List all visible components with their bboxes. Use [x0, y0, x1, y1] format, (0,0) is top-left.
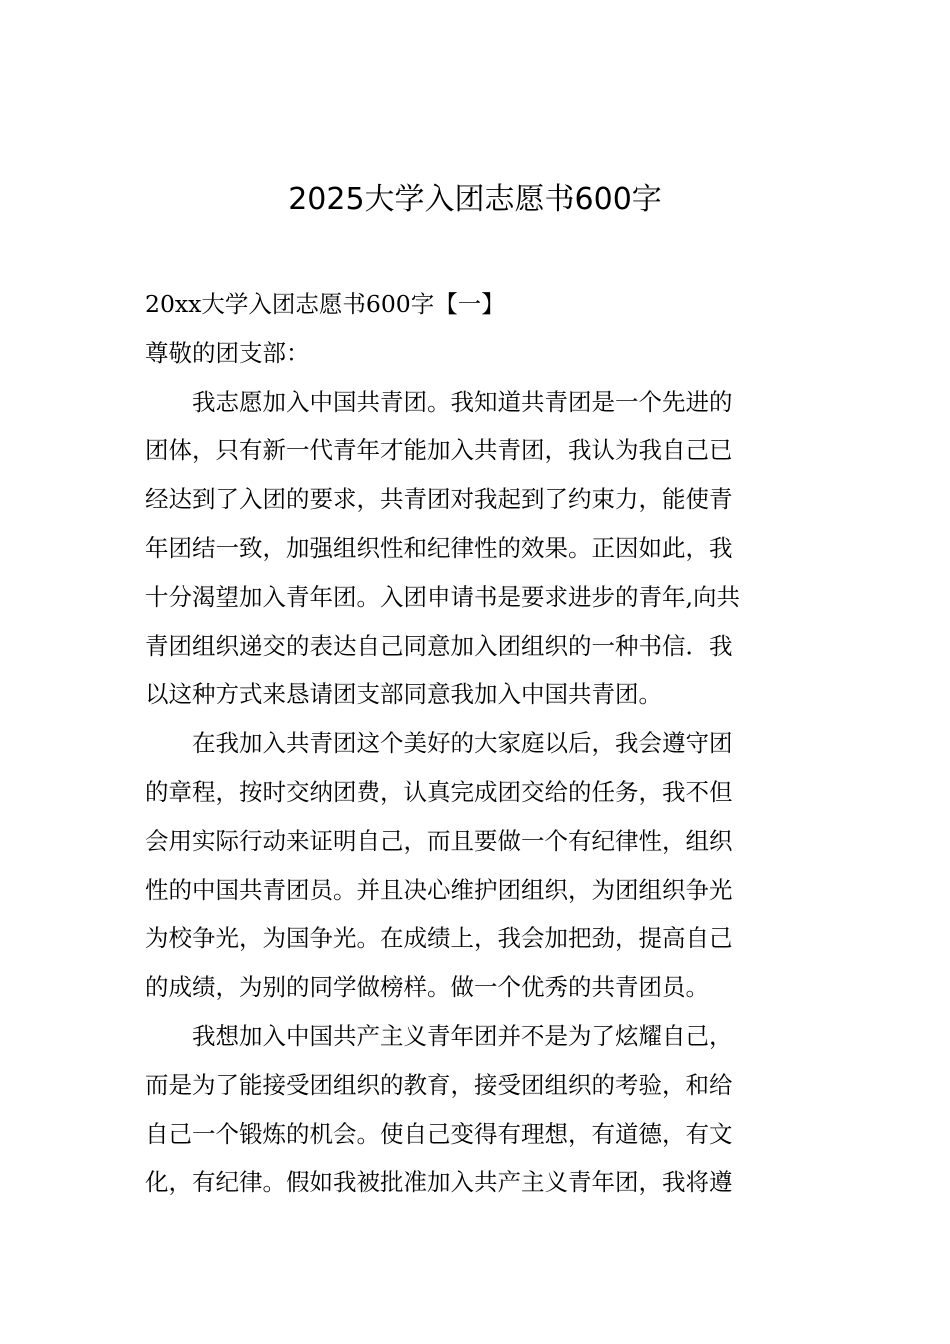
paragraph-3 [145, 1012, 809, 1207]
salutation: 尊敬的团支部： [145, 338, 310, 367]
paragraph-line: 在我加入共青团这个美好的大家庭以后，我会遵守团 [145, 729, 733, 758]
paragraph-line: 经达到了入团的要求，共青团对我起到了约束力，能使青 [145, 485, 733, 514]
paragraph-line: 会用实际行动来证明自己，而且要做一个有纪律性，组织 [145, 826, 733, 855]
paragraph-line: 以这种方式来恳请团支部同意我加入中国共青团。 [145, 680, 662, 709]
document-title: 2025大学入团志愿书600字 [288, 182, 662, 217]
paragraph-line: 年团结一致，加强组织性和纪律性的效果。正因如此，我 [145, 533, 733, 562]
paragraph-line: 化，有纪律。假如我被批准加入共产主义青年团，我将遵 [145, 1168, 733, 1197]
paragraph-2 [145, 719, 809, 1012]
paragraph-line: 青团组织递交的表达自己同意加入团组织的一种书信．我 [145, 631, 733, 660]
paragraph-1 [145, 378, 809, 720]
paragraph-line: 性的中国共青团员。并且决心维护团组织，为团组织争光 [145, 875, 733, 904]
paragraph-line: 十分渴望加入青年团。入团申请书是要求进步的青年,向共 [145, 582, 740, 611]
paragraph-line: 为校争光，为国争光。在成绩上，我会加把劲，提高自己 [145, 924, 733, 953]
paragraph-line: 的章程，按时交纳团费，认真完成团交给的任务，我不但 [145, 777, 733, 806]
paragraph-line: 团体，只有新一代青年才能加入共青团，我认为我自己已 [145, 436, 733, 465]
section-subheading: 20xx大学入团志愿书600字【一】 [145, 290, 505, 318]
paragraph-line: 的成绩，为别的同学做榜样。做一个优秀的共青团员。 [145, 973, 709, 1002]
paragraph-line: 自己一个锻炼的机会。使自己变得有理想，有道德，有文 [145, 1119, 733, 1148]
paragraph-line: 我志愿加入中国共青团。我知道共青团是一个先进的 [145, 387, 733, 416]
paragraph-line: 而是为了能接受团组织的教育，接受团组织的考验，和给 [145, 1070, 733, 1099]
paragraph-line: 我想加入中国共产主义青年团并不是为了炫耀自己， [145, 1021, 733, 1050]
document-body [145, 280, 809, 1207]
